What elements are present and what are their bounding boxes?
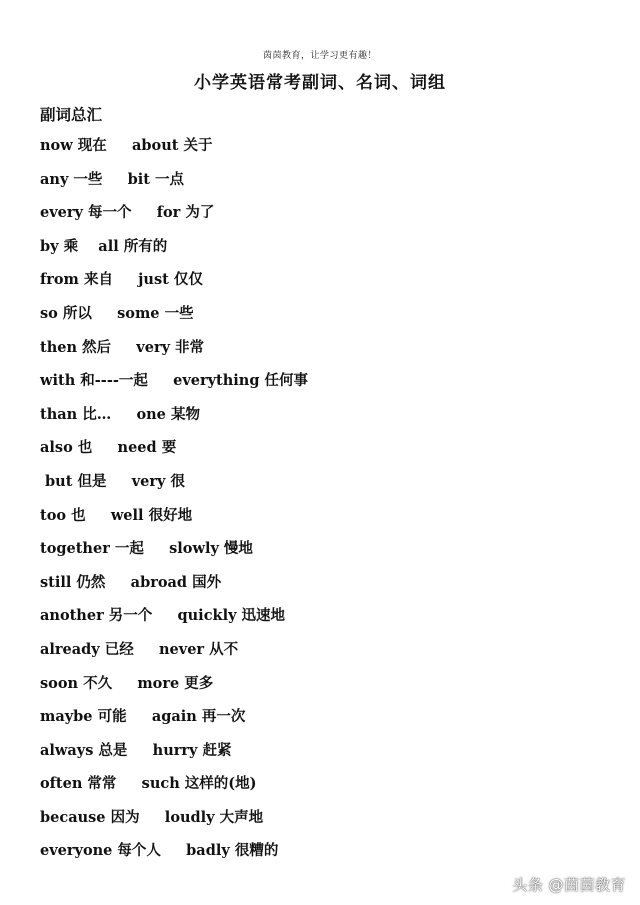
vocab-row: then 然后 very 非常: [40, 338, 205, 356]
vocab-row: another 另一个 quickly 迅速地: [40, 607, 286, 625]
vocab-row: from 来自 just 仅仅: [40, 271, 203, 289]
vocab-row: also 也 need 要: [40, 439, 177, 457]
vocab-row: soon 不久 more 更多: [40, 674, 214, 692]
vocab-row: already 已经 never 从不: [40, 640, 239, 658]
vocab-row: any 一些 bit 一点: [40, 170, 185, 188]
document-title: 小学英语常考副词、名词、词组: [194, 73, 446, 93]
vocab-row: by 乘 all 所有的: [40, 237, 168, 255]
vocabulary-list: [40, 133, 600, 872]
vocab-row: now 现在 about 关于: [40, 137, 213, 154]
vocab-row: still 仍然 abroad 国外: [40, 573, 222, 591]
vocab-row: than 比… one 某物: [40, 405, 200, 423]
vocab-row: everyone 每个人 badly 很糟的: [40, 842, 279, 860]
vocab-row: but 但是 very 很: [40, 472, 185, 490]
section-heading: 副词总汇: [40, 105, 103, 124]
header-tagline: 茵茵教育，让学习更有趣！: [262, 51, 377, 61]
vocab-row: always 总是 hurry 赶紧: [40, 741, 232, 759]
vocab-row: maybe 可能 again 再一次: [40, 708, 246, 726]
vocab-row: so 所以 some 一些: [40, 304, 194, 322]
vocab-row: often 常常 such 这样的(地): [40, 775, 257, 793]
vocab-row: with 和----一起 everything 任何事: [40, 372, 309, 390]
vocab-row: every 每一个 for 为了: [40, 204, 215, 222]
watermark-label: 头条 @茵茵教育: [512, 876, 626, 894]
vocab-row: because 因为 loudly 大声地: [40, 808, 264, 826]
vocab-row: together 一起 slowly 慢地: [40, 540, 253, 558]
vocab-row: too 也 well 很好地: [40, 506, 193, 524]
